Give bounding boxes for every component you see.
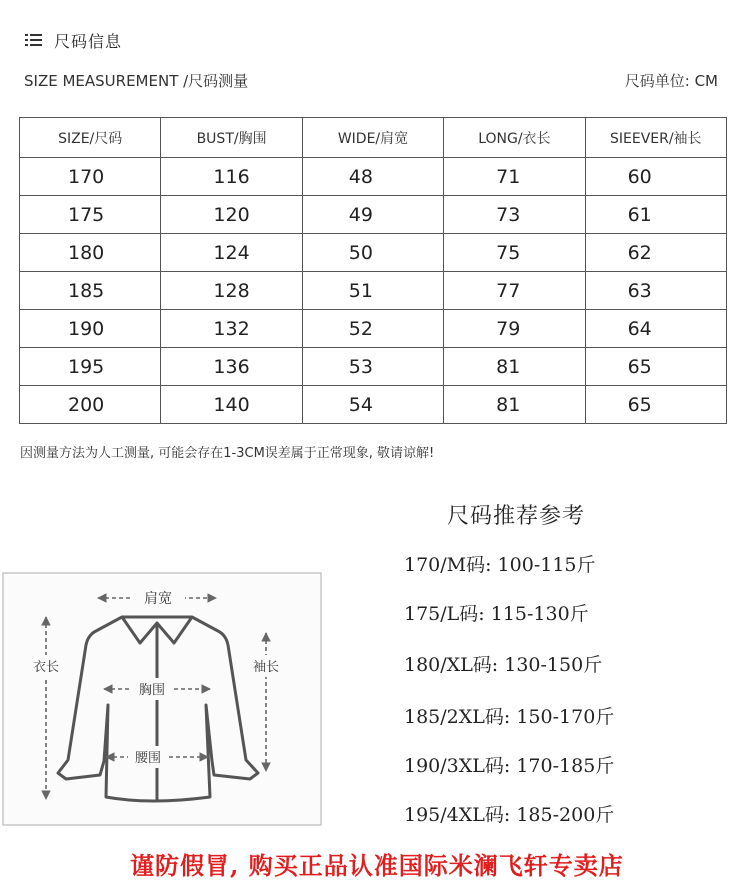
measurement-title: SIZE MEASUREMENT /尺码测量: [24, 72, 249, 90]
waist-label: 腰围: [134, 751, 162, 766]
table-cell: 62: [585, 234, 726, 272]
column-header: SIZE/尺码: [20, 118, 161, 158]
table-cell: 200: [20, 386, 161, 424]
measurement-note: 因测量方法为人工测量, 可能会存在1-3CM误差属于正常现象, 敬请谅解!: [20, 446, 435, 461]
table-cell: 116: [161, 158, 302, 196]
table-cell: 51: [302, 272, 443, 310]
table-cell: 79: [444, 310, 585, 348]
table-cell: 132: [161, 310, 302, 348]
table-cell: 65: [585, 386, 726, 424]
table-cell: 180: [20, 234, 161, 272]
size-table: [19, 117, 727, 424]
table-cell: 54: [302, 386, 443, 424]
table-cell: 81: [444, 386, 585, 424]
table-row: [20, 310, 727, 348]
recommend-row: 185/2XL码: 150-170斤: [404, 706, 615, 728]
table-cell: 65: [585, 348, 726, 386]
recommend-row: 190/3XL码: 170-185斤: [404, 755, 615, 777]
column-header: LONG/衣长: [444, 118, 585, 158]
recommend-row: 195/4XL码: 185-200斤: [404, 804, 615, 826]
table-cell: 48: [302, 158, 443, 196]
column-header: SIEEVER/袖长: [585, 118, 726, 158]
recommend-row: 170/M码: 100-115斤: [404, 554, 596, 576]
table-cell: 52: [302, 310, 443, 348]
table-cell: 77: [444, 272, 585, 310]
table-cell: 175: [20, 196, 161, 234]
table-row: [20, 234, 727, 272]
recommend-row: 175/L码: 115-130斤: [404, 603, 589, 625]
recommend-row: 180/XL码: 130-150斤: [404, 654, 603, 676]
table-cell: 73: [444, 196, 585, 234]
table-cell: 136: [161, 348, 302, 386]
table-cell: 140: [161, 386, 302, 424]
table-cell: 61: [585, 196, 726, 234]
table-cell: 124: [161, 234, 302, 272]
table-cell: 128: [161, 272, 302, 310]
table-row: [20, 386, 727, 424]
column-header: BUST/胸围: [161, 118, 302, 158]
table-header-row: [20, 118, 727, 158]
table-cell: 190: [20, 310, 161, 348]
table-cell: 63: [585, 272, 726, 310]
shirt-measurement-diagram: [0, 565, 330, 835]
shoulder-label: 肩宽: [144, 591, 172, 607]
table-cell: 195: [20, 348, 161, 386]
column-header: WIDE/肩宽: [302, 118, 443, 158]
table-row: [20, 158, 727, 196]
table-cell: 50: [302, 234, 443, 272]
anti-counterfeit-banner: 谨防假冒, 购买正品认准国际米澜飞轩专卖店: [130, 851, 624, 880]
table-cell: 71: [444, 158, 585, 196]
section-title: 尺码信息: [54, 31, 123, 51]
list-icon: [24, 32, 44, 48]
table-cell: 75: [444, 234, 585, 272]
table-cell: 170: [20, 158, 161, 196]
table-row: [20, 348, 727, 386]
table-cell: 53: [302, 348, 443, 386]
sleeve-label: 袖长: [252, 660, 280, 675]
table-cell: 185: [20, 272, 161, 310]
unit-label: 尺码单位: CM: [624, 72, 718, 90]
table-cell: 81: [444, 348, 585, 386]
table-cell: 64: [585, 310, 726, 348]
length-label: 衣长: [32, 660, 60, 675]
section-header: [24, 28, 122, 52]
table-cell: 60: [585, 158, 726, 196]
chest-label: 胸围: [138, 683, 166, 698]
table-cell: 120: [161, 196, 302, 234]
table-cell: 49: [302, 196, 443, 234]
recommend-title: 尺码推荐参考: [447, 504, 586, 529]
table-row: [20, 272, 727, 310]
table-row: [20, 196, 727, 234]
